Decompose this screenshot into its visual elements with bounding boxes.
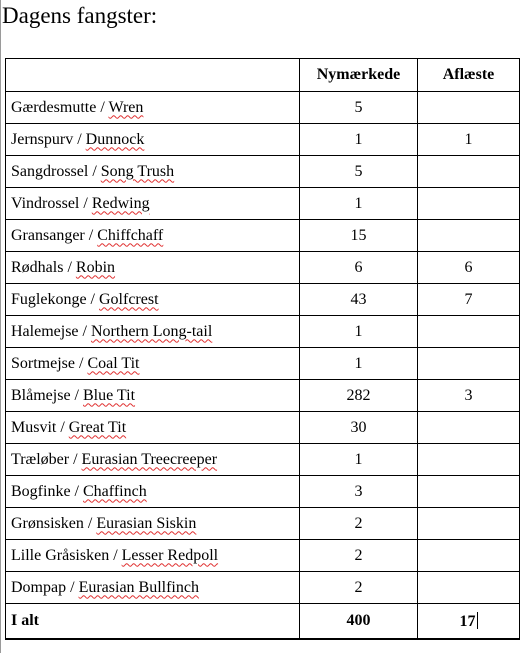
species-danish-name: Halemejse <box>11 322 79 340</box>
species-cell[interactable]: Fuglekonge / Golfcrest <box>6 284 300 316</box>
new-marked-cell[interactable]: 1 <box>300 188 418 220</box>
recaptured-cell[interactable] <box>418 444 520 476</box>
table-row <box>6 124 520 156</box>
species-danish-name: Gærdesmutte <box>11 98 97 116</box>
species-danish-name: Bogfinke <box>11 482 71 500</box>
recaptured-cell[interactable]: 1 <box>418 124 520 156</box>
recaptured-cell[interactable] <box>418 92 520 124</box>
new-marked-cell[interactable]: 3 <box>300 476 418 508</box>
species-cell[interactable]: Lille Gråsisken / Lesser Redpoll <box>6 540 300 572</box>
species-english-name: Coal Tit <box>87 354 140 372</box>
table-row <box>6 444 520 476</box>
table-row <box>6 348 520 380</box>
total-label[interactable]: I alt <box>6 604 300 640</box>
new-marked-cell[interactable]: 6 <box>300 252 418 284</box>
species-english-name: Northern Long-tail <box>90 322 213 340</box>
table-row <box>6 572 520 604</box>
header-recaptured[interactable]: Aflæste <box>418 59 520 92</box>
species-english-name: Wren <box>108 98 144 116</box>
recaptured-cell[interactable] <box>418 412 520 444</box>
species-cell[interactable]: Grønsisken / Eurasian Siskin <box>6 508 300 540</box>
table-row <box>6 220 520 252</box>
species-danish-name: Grønsisken <box>11 514 84 532</box>
new-marked-cell[interactable]: 30 <box>300 412 418 444</box>
total-recaptured: 17 <box>459 612 476 630</box>
table-row <box>6 92 520 124</box>
new-marked-cell[interactable]: 1 <box>300 348 418 380</box>
table-row <box>6 156 520 188</box>
header-species[interactable] <box>6 59 300 92</box>
species-cell[interactable]: Sangdrossel / Song Trush <box>6 156 300 188</box>
recaptured-cell[interactable]: 6 <box>418 252 520 284</box>
table-row <box>6 412 520 444</box>
recaptured-cell[interactable] <box>418 316 520 348</box>
species-danish-name: Vindrossel <box>11 194 80 212</box>
new-marked-cell[interactable]: 1 <box>300 444 418 476</box>
species-cell[interactable]: Gærdesmutte / Wren <box>6 92 300 124</box>
recaptured-cell[interactable] <box>418 508 520 540</box>
species-english-name: Redwing <box>91 194 150 212</box>
recaptured-cell[interactable]: 7 <box>418 284 520 316</box>
new-marked-cell[interactable]: 5 <box>300 156 418 188</box>
page-title[interactable]: Dagens fangster: <box>2 3 158 28</box>
species-cell[interactable]: Rødhals / Robin <box>6 252 300 284</box>
species-cell[interactable]: Sortmejse / Coal Tit <box>6 348 300 380</box>
text-cursor <box>477 612 478 629</box>
page-edge-line <box>0 0 1 653</box>
species-danish-name: Sortmejse <box>11 354 75 372</box>
species-danish-name: Fuglekonge <box>11 290 87 308</box>
table-body <box>6 92 520 640</box>
table-row <box>6 380 520 412</box>
new-marked-cell[interactable]: 2 <box>300 572 418 604</box>
species-danish-name: Rødhals <box>11 258 64 276</box>
total-new-marked[interactable]: 400 <box>300 604 418 640</box>
species-danish-name: Jernspurv <box>11 130 74 148</box>
species-danish-name: Sangdrossel <box>11 162 89 180</box>
new-marked-cell[interactable]: 1 <box>300 316 418 348</box>
recaptured-cell[interactable] <box>418 348 520 380</box>
recaptured-cell[interactable] <box>418 156 520 188</box>
recaptured-cell[interactable] <box>418 572 520 604</box>
table-header-row <box>6 59 520 92</box>
table-row <box>6 540 520 572</box>
species-cell[interactable]: Vindrossel / Redwing <box>6 188 300 220</box>
species-danish-name: Musvit <box>11 418 57 436</box>
new-marked-cell[interactable]: 1 <box>300 124 418 156</box>
table-row <box>6 252 520 284</box>
total-recaptured-cell[interactable] <box>418 604 520 640</box>
table-row <box>6 188 520 220</box>
species-cell[interactable]: Gransanger / Chiffchaff <box>6 220 300 252</box>
new-marked-cell[interactable]: 15 <box>300 220 418 252</box>
recaptured-cell[interactable] <box>418 220 520 252</box>
recaptured-cell[interactable] <box>418 188 520 220</box>
species-english-name: Eurasian Bullfinch <box>78 578 199 596</box>
new-marked-cell[interactable]: 5 <box>300 92 418 124</box>
species-cell[interactable]: Bogfinke / Chaffinch <box>6 476 300 508</box>
species-english-name: Blue Tit <box>83 386 136 404</box>
catch-table[interactable] <box>5 58 520 640</box>
species-danish-name: Dompap <box>11 578 67 596</box>
species-english-name: Eurasian Siskin <box>96 514 197 532</box>
species-cell[interactable]: Træløber / Eurasian Treecreeper <box>6 444 300 476</box>
species-cell[interactable]: Halemejse / Northern Long-tail <box>6 316 300 348</box>
recaptured-cell[interactable]: 3 <box>418 380 520 412</box>
new-marked-cell[interactable]: 43 <box>300 284 418 316</box>
species-cell[interactable]: Dompap / Eurasian Bullfinch <box>6 572 300 604</box>
header-new-marked[interactable]: Nymærkede <box>300 59 418 92</box>
table-row <box>6 476 520 508</box>
species-english-name: Song Trush <box>100 162 175 180</box>
species-danish-name: Træløber <box>11 450 70 468</box>
species-cell[interactable]: Blåmejse / Blue Tit <box>6 380 300 412</box>
species-danish-name: Lille Gråsisken <box>11 546 110 564</box>
new-marked-cell[interactable]: 2 <box>300 540 418 572</box>
species-danish-name: Gransanger <box>11 226 85 244</box>
species-english-name: Chiffchaff <box>97 226 164 244</box>
table-row <box>6 508 520 540</box>
species-english-name: Great Tit <box>68 418 127 436</box>
species-english-name: Chaffinch <box>83 482 147 500</box>
table-row <box>6 284 520 316</box>
species-cell[interactable]: Jernspurv / Dunnock <box>6 124 300 156</box>
species-english-name: Dunnock <box>85 130 145 148</box>
species-cell[interactable]: Musvit / Great Tit <box>6 412 300 444</box>
species-danish-name: Blåmejse <box>11 386 71 404</box>
total-row <box>6 604 520 640</box>
new-marked-cell[interactable]: 2 <box>300 508 418 540</box>
table-row <box>6 316 520 348</box>
recaptured-cell[interactable] <box>418 476 520 508</box>
species-english-name: Robin <box>75 258 116 276</box>
species-english-name: Lesser Redpoll <box>121 546 219 564</box>
recaptured-cell[interactable] <box>418 540 520 572</box>
species-english-name: Golfcrest <box>99 290 159 308</box>
new-marked-cell[interactable]: 282 <box>300 380 418 412</box>
species-english-name: Eurasian Treecreeper <box>81 450 218 468</box>
